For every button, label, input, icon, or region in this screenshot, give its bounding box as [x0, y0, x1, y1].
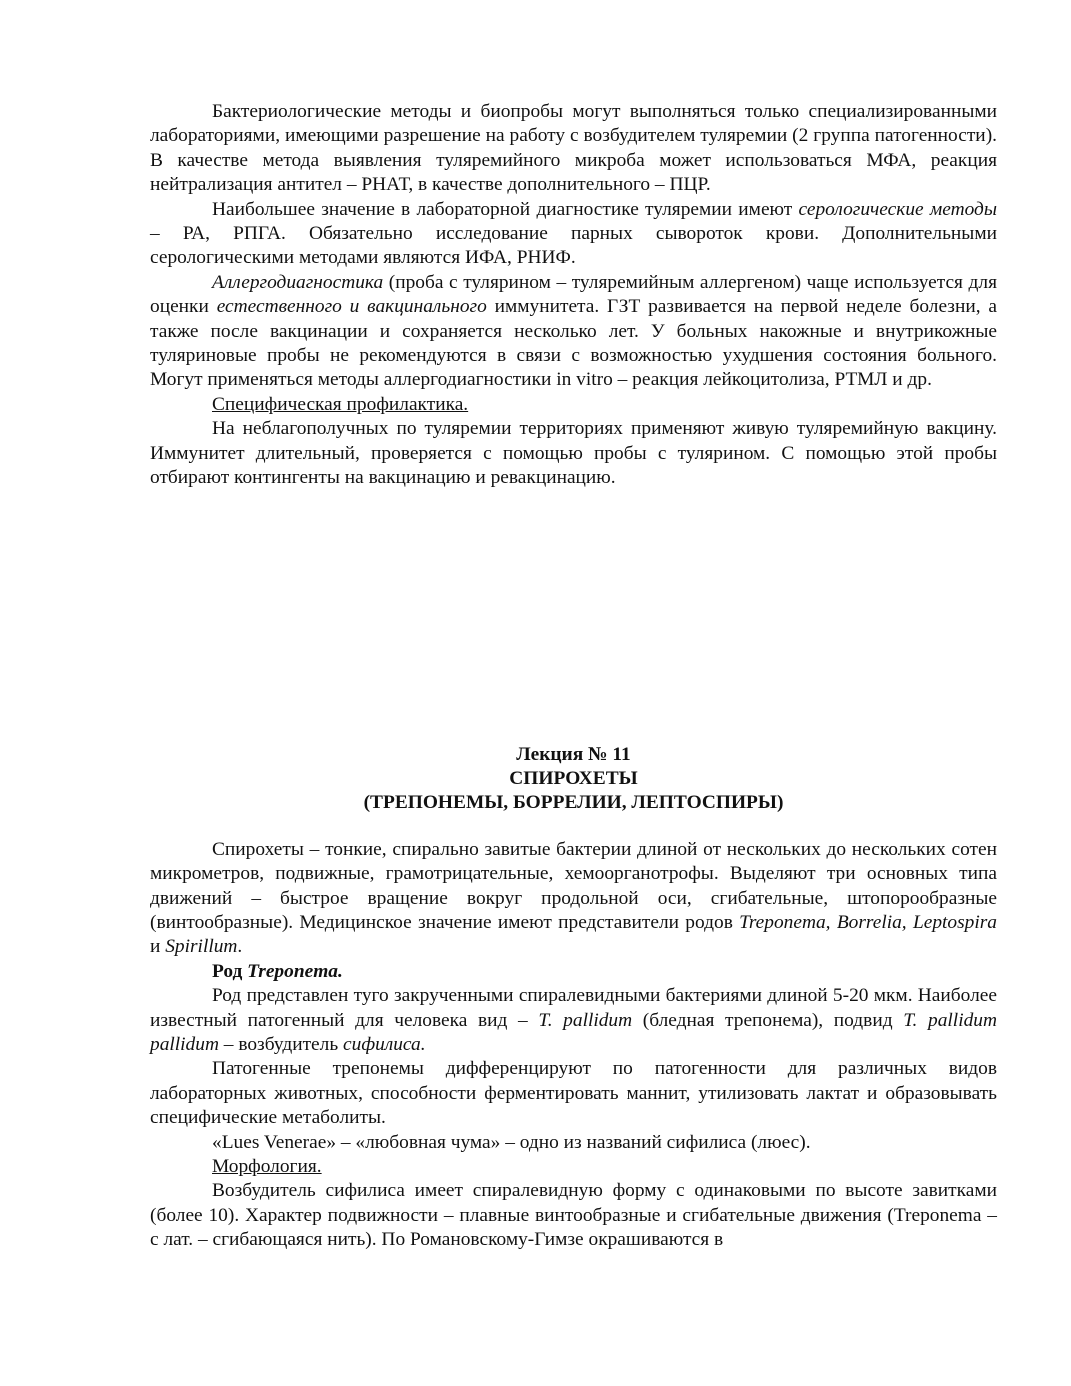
paragraph-genus-description — [150, 984, 997, 1057]
subheading-genus-treponema — [150, 960, 997, 984]
paragraph-spirochetes-intro — [150, 838, 997, 960]
lecture-heading — [150, 743, 997, 816]
italic-species: T. pallidum — [538, 1009, 633, 1031]
paragraph-text: Возбудитель сифилиса имеет спиралевидную форму с одинаковыми по высоте завитками (более 10). Характер подвижности – плавные винтообразные и сгибательные движения (Treponema – с лат. – сгибающаяся нить). По Романовскому-Гимзе окрашиваются в — [150, 1180, 997, 1251]
underlined-subheading: Специфическая профилактика. — [212, 393, 469, 415]
text-run: – РА, РПГА. Обязательно исследование парных сывороток крови. Дополнительными серологическими методами являются ИФА, РНИФ. — [150, 223, 997, 269]
paragraph-bacteriological-methods — [150, 100, 997, 198]
subheading-specific-prophylaxis — [150, 393, 997, 417]
italic-term: Аллергодиагностика — [212, 271, 384, 293]
text-run: Род представлен туго закрученными спиралевидными бактериями длиной 5-20 мкм. Наиболее известный патогенный для человека вид – — [150, 985, 997, 1031]
subheading-morphology — [150, 1155, 997, 1179]
paragraph-morphology — [150, 1179, 997, 1252]
paragraph-vaccine — [150, 417, 997, 490]
paragraph-serological-methods — [150, 198, 997, 271]
bold-text: Род — [212, 960, 248, 982]
italic-subspecies: T. pallidum pallidum — [150, 1009, 997, 1055]
lecture-subtitle: (ТРЕПОНЕМЫ, БОРРЕЛИИ, ЛЕПТОСПИРЫ) — [363, 792, 784, 814]
paragraph-differentiation — [150, 1057, 997, 1130]
italic-term: серологические методы — [798, 198, 997, 220]
document-page — [150, 100, 997, 1253]
text-run: Спирохеты – тонкие, спирально завитые бактерии длиной от нескольких до нескольких сотен микрометров, подвижные, грамотрицательные, хемоорганотрофы. Выделяют три основных типа движений – быстрое вращение вокруг продольной оси, сгибательные, штопорообразные (винтообразные). Медицинское значение имеют представители родов — [150, 838, 997, 933]
paragraph-text: На неблагополучных по туляремии территориях применяют живую туляремийную вакцину. Иммунитет длительный, проверяется с помощью пробы с тулярином. С помощью этой пробы отбирают контингенты на вакцинацию и ревакцинацию. — [150, 418, 997, 489]
italic-disease: сифилиса. — [343, 1033, 426, 1055]
bold-italic-genus: Treponema. — [247, 960, 343, 982]
paragraph-text: «Lues Venerae» – «любовная чума» – одно из названий сифилиса (люес). — [212, 1131, 811, 1153]
text-run: (проба с тулярином – туляремийным аллергеном) чаще используется для оценки — [150, 271, 997, 318]
text-run: (бледная трепонема), подвид — [632, 1009, 904, 1031]
italic-term: естественного и вакцинального — [216, 296, 487, 318]
lecture-title: СПИРОХЕТЫ — [509, 767, 638, 789]
underlined-subheading: Морфология. — [212, 1156, 322, 1177]
text-run: – возбудитель — [218, 1033, 344, 1055]
lecture-number: Лекция № 11 — [516, 743, 631, 765]
italic-genera: Treponema, Borrelia, Leptospira — [739, 911, 997, 933]
paragraph-text: Бактериологические методы и биопробы могут выполняться только специализированными лабораториями, имеющими разрешение на работу с возбудителем туляремии (2 группа патогенности). В качестве метода выявления туляремийного микроба может использоваться МФА, реакция нейтрализация антител – РНАТ, в качестве дополнительного – ПЦР. — [150, 101, 997, 196]
paragraph-text: Патогенные трепонемы дифференцируют по патогенности для различных видов лабораторных животных, способности ферментировать маннит, утилизовать лактат и образовывать специфические метаболиты. — [150, 1058, 997, 1129]
paragraph-allergodiagnostics — [150, 271, 997, 393]
text-run: иммунитета. ГЗТ развивается на первой неделе болезни, а также после вакцинации и сохраняется несколько лет. У больных накожные и внутрикожные туляриновые пробы не рекомендуются в связи с возможностью ухудшения состояния больного. Могут применяться методы аллергодиагностики in vitro – реакция лейкоцитолиза, РТМЛ и др. — [150, 296, 997, 391]
text-run: Наибольшее значение в лабораторной диагностике туляремии имеют — [212, 198, 799, 220]
section-spirochetes — [150, 838, 997, 1253]
text-run: и — [150, 936, 166, 958]
italic-genus: Spirillum — [165, 936, 238, 958]
section-tularemia-diagnostics — [150, 100, 997, 491]
text-run: . — [237, 936, 243, 958]
paragraph-lues-venerae — [150, 1131, 997, 1155]
